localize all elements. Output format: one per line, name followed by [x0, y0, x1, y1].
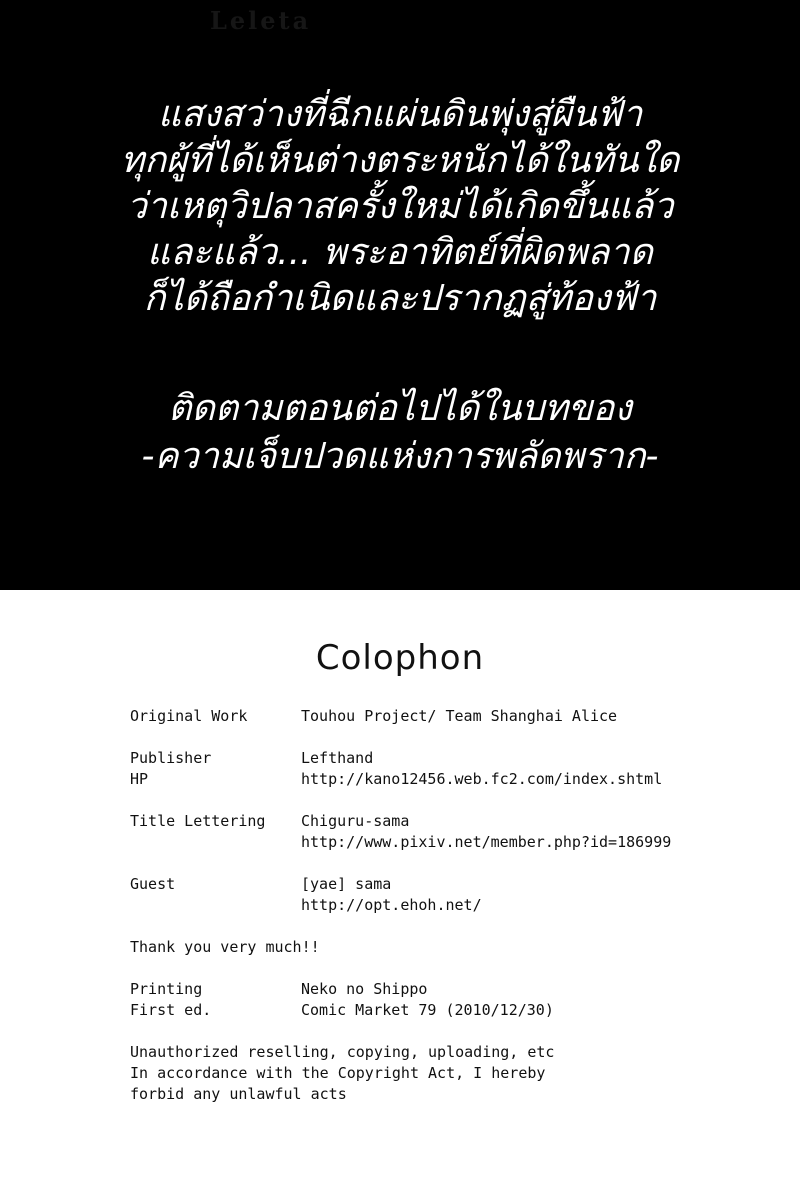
- poem-line: ว่าเหตุวิปลาสครั้งใหม่ได้เกิดขึ้นแล้ว: [126, 186, 674, 227]
- guest-url: http://opt.ehoh.net/: [301, 896, 482, 914]
- poem-line: ทุกผู้ที่ได้เห็นต่างตระหนักได้ในทันใด: [120, 140, 680, 181]
- poem-line: ก็ได้ถือกำเนิดและปรากฏสู่ท้องฟ้า: [143, 278, 657, 319]
- thanks-row: [130, 937, 770, 958]
- notice-line: forbid any unlawful acts: [130, 1085, 347, 1103]
- poem-line: และแล้ว... พระอาทิตย์ที่ผิดพลาด: [147, 232, 653, 273]
- notice-line: Unauthorized reselling, copying, uploading, etc: [130, 1043, 555, 1061]
- next-chapter-title: -ความเจ็บปวดแห่งการพลัดพราก-: [141, 436, 659, 477]
- original-work-value: Touhou Project/ Team Shanghai Alice: [301, 707, 618, 725]
- printing-row: [130, 979, 770, 1000]
- guest-label: Guest: [130, 875, 176, 893]
- guest-value: [yae] sama: [301, 875, 392, 893]
- guest-row: [130, 874, 770, 895]
- hp-row: [130, 769, 770, 790]
- original-work-row: [130, 706, 770, 727]
- poem-line: แสงสว่างที่ฉีกแผ่นดินพุ่งสู่ผืนฟ้า: [157, 94, 643, 135]
- first-ed-label: First ed.: [130, 1001, 212, 1019]
- first-ed-value: Comic Market 79 (2010/12/30): [301, 1001, 554, 1019]
- hp-label: HP: [130, 770, 149, 788]
- printing-value: Neko no Shippo: [301, 980, 428, 998]
- copyright-notice: [130, 1042, 770, 1105]
- first-ed-row: [130, 1000, 770, 1021]
- title-lettering-row: [130, 811, 770, 832]
- thanks-text: Thank you very much!!: [130, 938, 320, 956]
- publisher-row: [130, 748, 770, 769]
- original-work-label: Original Work: [130, 707, 248, 725]
- guest-url-row: [130, 895, 770, 916]
- story-teaser-panel: [0, 0, 800, 590]
- printing-label: Printing: [130, 980, 203, 998]
- teaser-poem: [0, 92, 800, 322]
- colophon-credits: [130, 706, 770, 1105]
- closing-line: ติดตามตอนต่อไปได้ในบทของ: [168, 388, 632, 429]
- publisher-label: Publisher: [130, 749, 212, 767]
- hp-url: http://kano12456.web.fc2.com/index.shtml: [301, 770, 663, 788]
- notice-line: In accordance with the Copyright Act, I hereby: [130, 1064, 546, 1082]
- title-lettering-value: Chiguru-sama: [301, 812, 410, 830]
- title-lettering-url-row: [130, 832, 770, 853]
- publisher-value: Lefthand: [301, 749, 374, 767]
- title-lettering-url: http://www.pixiv.net/member.php?id=186999: [301, 833, 672, 851]
- to-be-continued-note: [0, 385, 800, 481]
- colophon-title: Colophon: [315, 638, 485, 678]
- title-lettering-label: Title Lettering: [130, 812, 266, 830]
- faded-heading: Leleta: [210, 6, 312, 35]
